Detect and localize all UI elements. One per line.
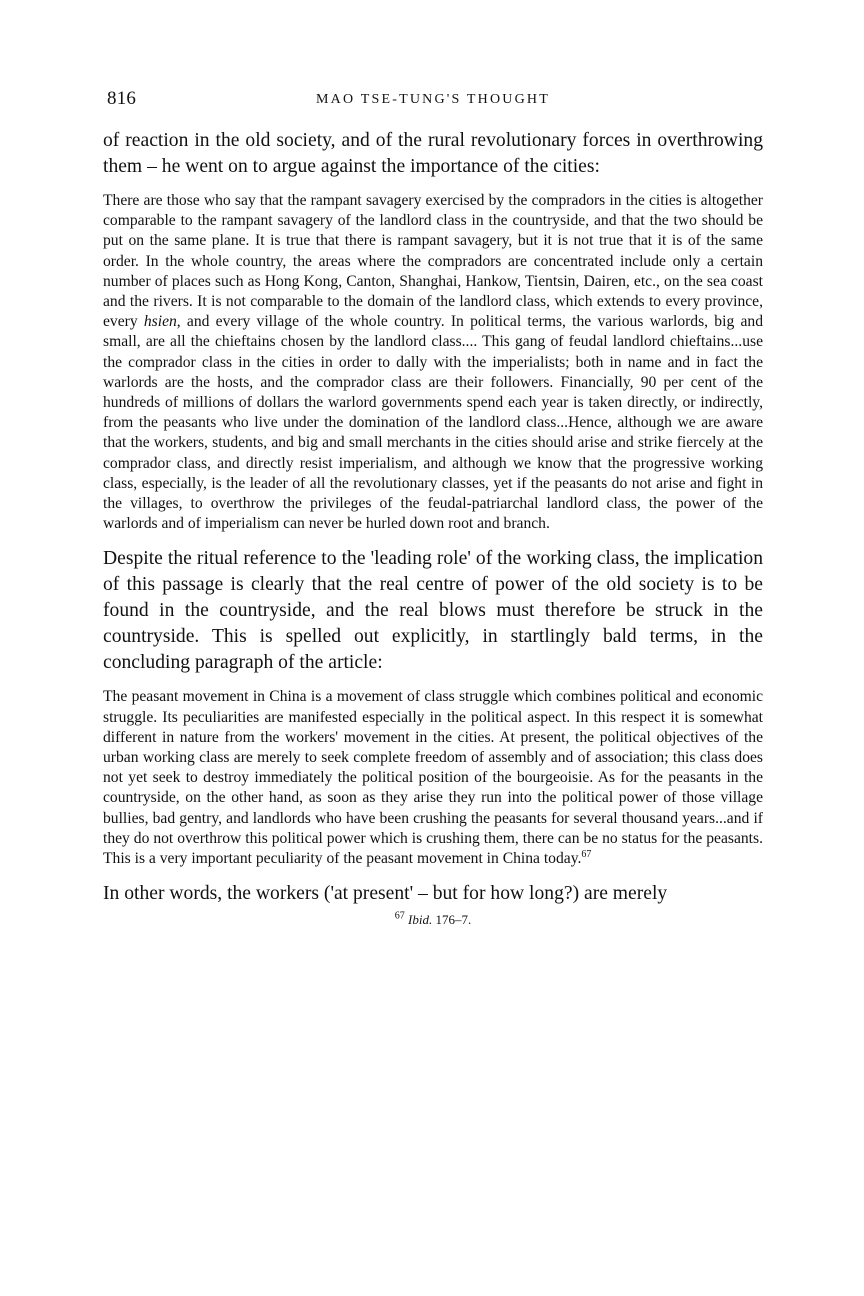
body-paragraph-3: In other words, the workers ('at present' – but for how long?) are merely — [103, 883, 668, 905]
page-number: 816 — [107, 88, 137, 109]
body-paragraph-2: Despite the ritual reference to the 'leading role' of the working class, the implication of this passage is clearly that the real centre of power of the old society is to be found in the countryside, and the real blows must therefore be struck in the countryside. This is spelled out explicitly, in startlingly bald terms, in the concluding paragraph of the article: — [103, 548, 763, 674]
block-quote-1-term: hsien — [143, 313, 177, 331]
block-quote-2-text: The peasant movement in China is a movement of class struggle which combines political and economic struggle. Its peculiarities are manifested especially in the political aspect. In this respect it is somewhat different in nature from the workers' movement in the cities. At present, the political objectives of the urban working class are merely to seek complete freedom of assembly and of association; this class does not yet seek to destroy immediately the political position of the bourgeoisie. As for the peasants in the countryside, on the other hand, as soon as they arise they run into the political power of those village bullies, bad gentry, and landlords who have been crushing the peasants for several thousand years...and if they do not overthrow this political power which is crushing them, there can be no status for the peasants. This is a very important peculiarity of the peasant movement in China today. — [103, 688, 763, 868]
footnote-pages: 176–7. — [435, 912, 472, 928]
block-quote-1-text-b: , and every village of the whole country. In political terms, the various warlords, big and small, are all the chieftains chosen by the landlord class.... This gang of feudal landlord chieftains...use the comprador class in the cities in order to dally with the imperialists; both in name and in fact the warlords are the hosts, and the comprador class are their followers. Financially, 90 per cent of the hundreds of millions of dollars the warlord governments spend each year is taken directly, or indirectly, from the peasants who live under the domination of the landlord class...Hence, although we are aware that the workers, students, and big and small merchants in the cities should arise and strike fiercely at the comprador class, and directly resist imperialism, and although we know that the progressive working class, especially, is the leader of all the revolutionary classes, yet if the peasants do not arise and fight in the villages, to overthrow the privileges of the feudal-patriarchal landlord class, the power of the warlords and of imperialism can never be hurled down root and branch. — [103, 313, 763, 533]
book-page — [103, 86, 763, 928]
block-quote-1 — [103, 191, 763, 534]
block-quote-1-text-a: There are those who say that the rampant savagery exercised by the compradors in the cities is altogether comparable to the rampant savagery of the landlord class in the countryside, and that the two should be put on the same plane. It is true that there is rampant savagery, but it is not true that it is of the same order. In the whole country, the areas where the compradors are concentrated include only a certain number of places such as Hong Kong, Canton, Shanghai, Hankow, Tientsin, Dairen, etc., on the sea coast and the rivers. It is not comparable to the domain of the landlord class, which extends to every province, every — [103, 192, 763, 331]
footnote-reference: 67 — [581, 848, 592, 860]
footnote-number: 67 — [394, 910, 405, 922]
body-paragraph-1: of reaction in the old society, and of the rural revolutionary forces in overthrowing them – he went on to argue against the importance of the cities: — [103, 130, 763, 177]
footnote — [103, 912, 763, 928]
running-head — [103, 86, 763, 112]
footnote-citation: Ibid. — [408, 912, 433, 928]
running-title: MAO TSE-TUNG'S THOUGHT — [316, 92, 550, 107]
block-quote-2 — [103, 687, 763, 869]
